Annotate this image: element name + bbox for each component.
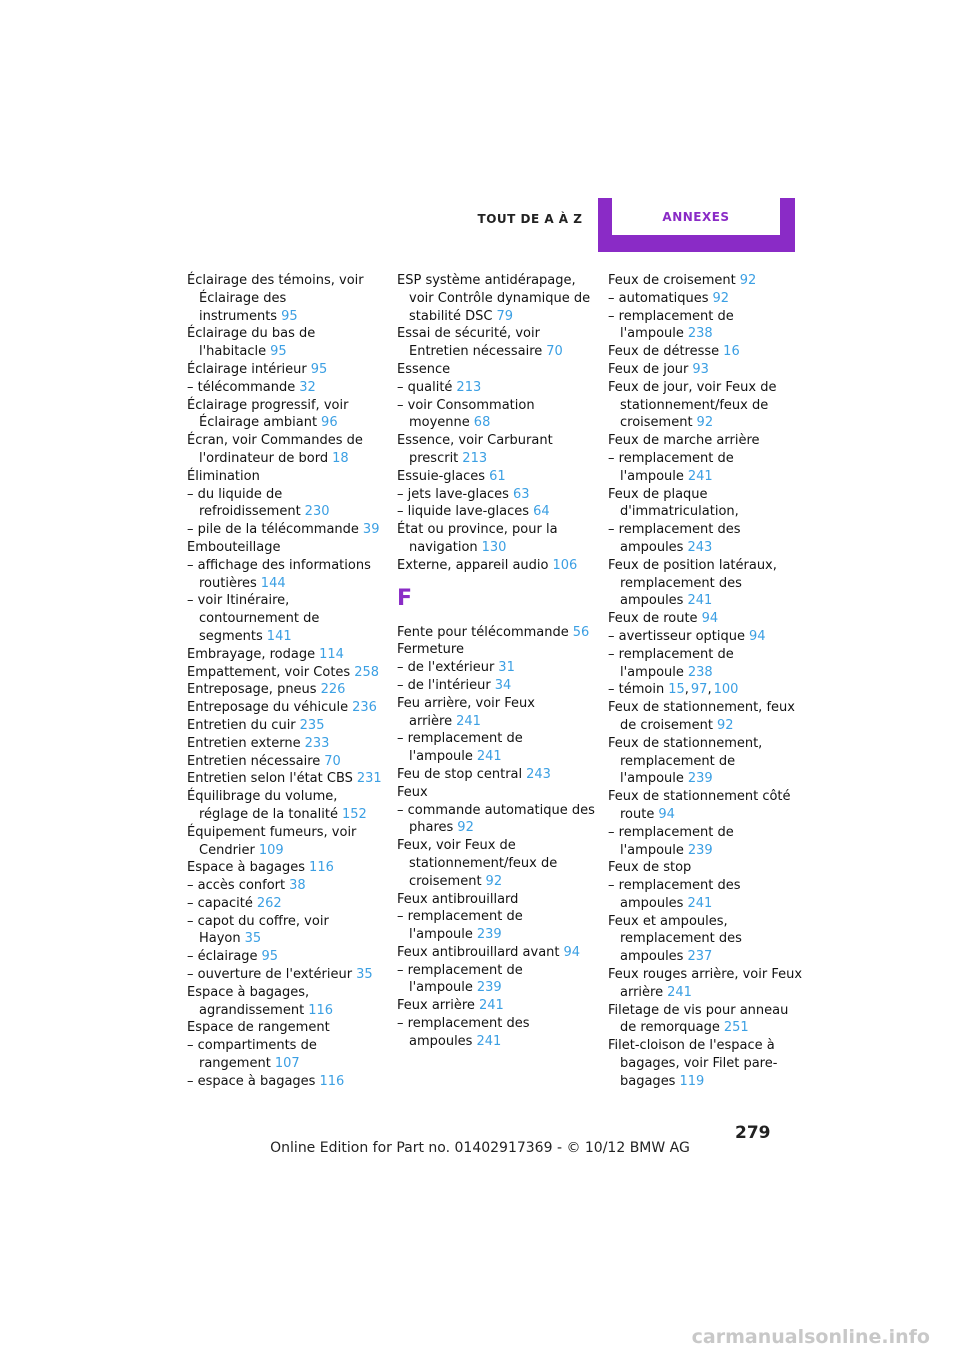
index-entry — [608, 308, 803, 344]
index-entry-text: – remplacement de l'ampoule — [608, 450, 734, 484]
index-entry — [187, 913, 387, 949]
index-entry-text: Entreposage du véhicule — [187, 700, 349, 716]
index-entry-text: Essuie-glaces — [397, 468, 486, 484]
index-entry-text: Éclairage du bas de l'habitacle — [187, 326, 316, 360]
index-entry — [187, 966, 387, 984]
index-entry — [397, 486, 597, 504]
page-link[interactable]: 70 — [546, 344, 563, 360]
index-entry-text: Feux de stop — [608, 860, 692, 876]
page-link[interactable]: 243 — [526, 766, 551, 782]
page-link[interactable]: 241 — [476, 749, 502, 765]
index-entry — [608, 343, 803, 361]
index-entry — [608, 859, 803, 877]
index-entry — [608, 610, 803, 628]
index-entry-text: – capot du coffre, voir Hayon — [187, 913, 329, 947]
page-link[interactable]: 70 — [324, 753, 341, 769]
index-entry-text: Feux — [397, 784, 428, 800]
page-link[interactable]: 114 — [319, 646, 344, 662]
page-link[interactable]: 239 — [476, 980, 502, 996]
page-link[interactable]: 230 — [304, 504, 330, 520]
index-entry-text: Feux de route — [608, 611, 698, 627]
index-entry-text: – de l'extérieur — [397, 660, 495, 676]
index-entry — [187, 788, 387, 824]
page-link[interactable]: 95 — [270, 344, 287, 360]
page-link[interactable]: 35 — [244, 931, 262, 947]
index-entry — [608, 272, 803, 290]
index-entry — [187, 272, 387, 325]
index-entry-text: Feux arrière — [397, 998, 475, 1014]
page-link[interactable]: 241 — [667, 984, 692, 1000]
page-link[interactable]: 61 — [489, 468, 506, 484]
index-entry — [397, 944, 597, 962]
index-entry-text: ESP système antidérapage, voir Contrôle dynamique de stabilité DSC — [397, 273, 591, 324]
index-entry-text: Feux rouges arrière, voir Feux arrière — [608, 967, 803, 1000]
index-entry-text: – éclairage — [187, 949, 258, 965]
page-link[interactable]: 94 — [701, 611, 719, 627]
index-entry — [608, 557, 803, 610]
index-entry — [187, 539, 387, 557]
index-entry — [397, 997, 597, 1015]
page-link[interactable]: 68 — [473, 415, 491, 431]
index-entry — [397, 432, 597, 468]
page-link[interactable]: 231 — [356, 771, 382, 787]
index-entry — [397, 962, 597, 998]
index-entry — [608, 913, 803, 966]
index-entry-text: Feux de stationnement, feux de croisement — [608, 700, 795, 733]
index-entry-text: Entreposage, pneus — [187, 682, 317, 698]
index-entry-text: Élimination — [187, 468, 260, 484]
page-link[interactable]: 95 — [261, 949, 279, 965]
index-entry — [608, 824, 803, 860]
index-entry-text: Entretien selon l'état CBS — [187, 771, 353, 787]
page-link[interactable]: 96 — [321, 415, 338, 431]
page-link[interactable]: 63 — [512, 486, 530, 502]
index-entry-text: – remplacement des ampoules — [397, 1016, 530, 1049]
index-entry — [187, 681, 387, 699]
page-link[interactable]: 16 — [723, 344, 740, 360]
index-entry-text: – accès confort — [187, 878, 286, 894]
page-link[interactable]: 35 — [356, 967, 373, 983]
index-entry — [187, 1037, 387, 1073]
index-entry — [397, 891, 597, 909]
index-entry — [608, 628, 803, 646]
index-entry — [397, 695, 597, 731]
page-link[interactable]: 235 — [299, 717, 325, 733]
index-entry-text: – du liquide de refroidissement — [187, 486, 301, 520]
index-entry-text: Filetage de vis pour anneau de remorquage — [608, 1002, 789, 1036]
index-entry — [397, 272, 597, 325]
page-link[interactable]: 226 — [320, 682, 346, 698]
index-entry-text: Essai de sécurité, voir Entretien nécessaire — [397, 326, 543, 360]
page-link[interactable]: 258 — [354, 664, 380, 680]
page-link[interactable]: 32 — [299, 379, 316, 395]
index-entry — [608, 486, 803, 522]
index-entry-text: Feux de jour — [608, 361, 689, 377]
index-entry-text: – témoin — [608, 682, 665, 698]
index-entry — [187, 468, 387, 486]
page-link[interactable]: 237 — [687, 949, 713, 965]
index-entry — [608, 432, 803, 450]
index-entry-text: – affichage des informations routières — [187, 557, 371, 591]
index-entry-text: – avertisseur optique — [608, 628, 746, 644]
index-entry — [397, 659, 597, 677]
index-entry-text: – remplacement de l'ampoule — [397, 731, 523, 765]
index-entry-text: Éclairage des témoins, voir Éclairage des instruments — [187, 273, 364, 324]
page-link[interactable]: 92 — [457, 820, 474, 836]
page-link[interactable]: 106 — [552, 557, 578, 573]
index-entry — [187, 592, 387, 645]
page-link[interactable]: 241 — [687, 593, 713, 609]
index-entry — [187, 557, 387, 593]
page-link[interactable]: 238 — [687, 664, 713, 680]
index-entry-text: Fermeture — [397, 642, 464, 658]
index-column-2 — [397, 272, 597, 1051]
index-column-1 — [187, 272, 387, 1091]
index-entry — [187, 432, 387, 468]
index-entry — [187, 948, 387, 966]
index-entry-text: Feux antibrouillard — [397, 891, 519, 907]
index-entry-text: – remplacement des ampoules — [608, 522, 741, 555]
index-entry-text: – remplacement de l'ampoule — [608, 824, 734, 858]
index-entry-text: Fente pour télécommande — [397, 624, 569, 640]
index-entry-text: – télécommande — [187, 379, 296, 395]
index-entry — [187, 361, 387, 379]
index-entry — [187, 325, 387, 361]
page-link[interactable]: 241 — [476, 1033, 502, 1049]
footer-edition: Online Edition for Part no. 01402917369 - © 10/12 BMW AG — [270, 1140, 690, 1156]
index-entry — [608, 450, 803, 486]
page-link[interactable]: 15 — [668, 682, 685, 698]
index-entry — [397, 641, 597, 659]
page-link[interactable]: 239 — [476, 927, 502, 943]
index-entry — [608, 379, 803, 432]
index-entry-text: Essence — [397, 361, 451, 377]
index-entry-text: Entretien du cuir — [187, 717, 296, 733]
page-link[interactable]: 94 — [563, 944, 581, 960]
chapter-tab-label: ANNEXES — [612, 198, 780, 235]
index-entry — [187, 1019, 387, 1037]
index-entry-text: État ou province, pour la navigation — [397, 522, 558, 555]
index-entry — [187, 753, 387, 771]
index-entry-text: Feux de marche arrière — [608, 433, 760, 449]
index-entry — [187, 397, 387, 433]
index-entry — [187, 895, 387, 913]
index-entry-text: Espace à bagages, agrandissement — [187, 984, 310, 1018]
chapter-tab — [598, 198, 795, 252]
page-link[interactable]: 213 — [456, 379, 482, 395]
index-entry-text: Feux et ampoules, remplacement des ampoules — [608, 913, 742, 965]
page-link[interactable]: 95 — [281, 308, 298, 324]
page-link[interactable]: 56 — [572, 624, 590, 640]
index-entry — [187, 521, 387, 539]
page-link[interactable]: 95 — [310, 361, 328, 377]
page-link[interactable]: 107 — [274, 1056, 300, 1072]
index-entry-text: – automatiques — [608, 290, 709, 306]
page-link[interactable]: 93 — [692, 361, 709, 377]
page-link[interactable]: 116 — [309, 860, 334, 876]
index-entry — [187, 770, 387, 788]
index-entry — [397, 624, 597, 642]
index-entry-text: Éclairage progressif, voir Éclairage ambiant — [187, 397, 349, 431]
index-entry-text: Embrayage, rodage — [187, 646, 316, 662]
index-entry — [397, 730, 597, 766]
index-entry — [397, 1015, 597, 1051]
index-entry — [187, 699, 387, 717]
index-entry-text: – jets lave-glaces — [397, 486, 509, 502]
index-entry-text: Entretien externe — [187, 735, 301, 751]
index-entry — [187, 379, 387, 397]
index-entry-text: – qualité — [397, 379, 453, 395]
index-entry — [608, 699, 803, 735]
index-entry-text: – ouverture de l'extérieur — [187, 967, 353, 983]
index-entry-text: – espace à bagages — [187, 1073, 316, 1089]
index-entry — [187, 646, 387, 664]
page-link[interactable]: 92 — [712, 290, 730, 306]
page-link[interactable]: 251 — [723, 1020, 749, 1036]
index-entry-text: – remplacement de l'ampoule — [397, 909, 523, 943]
section-title: TOUT DE A À Z — [477, 212, 583, 226]
index-entry-text: – remplacement des ampoules — [608, 878, 741, 911]
page-link[interactable]: 116 — [319, 1073, 345, 1089]
index-entry-text: – liquide lave-glaces — [397, 504, 530, 520]
page-link[interactable]: 152 — [341, 806, 367, 822]
index-column-3 — [608, 272, 803, 1091]
index-entry — [608, 877, 803, 913]
index-entry-text: Écran, voir Commandes de l'ordinateur de bord — [187, 433, 363, 466]
index-entry — [397, 468, 597, 486]
index-entry: – témoin 15, 97, 100 — [608, 682, 739, 698]
index-entry-text: – remplacement de l'ampoule — [608, 308, 734, 342]
page-link[interactable]: 34 — [494, 677, 512, 693]
index-entry-text: Filet-cloison de l'espace à bagages, voir Filet pare-bagages — [608, 1038, 778, 1089]
page-link[interactable]: 141 — [266, 628, 292, 644]
index-entry-text: Feux antibrouillard avant — [397, 944, 560, 960]
watermark: carmanualsonline.info — [691, 1326, 930, 1348]
index-entry-text: Embouteillage — [187, 539, 281, 555]
index-entry-text: – commande automatique des phares — [397, 802, 595, 836]
index-entry-text: Espace à bagages — [187, 860, 306, 876]
index-entry-text: Feu de stop central — [397, 766, 523, 782]
page-link[interactable]: 94 — [749, 628, 766, 644]
page-link[interactable]: 116 — [308, 1002, 334, 1018]
index-entry — [397, 361, 597, 379]
index-entry — [608, 735, 803, 788]
page-link[interactable]: 92 — [696, 415, 714, 431]
page-link[interactable]: 241 — [687, 468, 713, 484]
index-entry — [397, 837, 597, 890]
page-link[interactable]: 233 — [304, 735, 330, 751]
index-entry — [608, 521, 803, 557]
page-link[interactable]: 38 — [289, 878, 306, 894]
index-entry — [608, 966, 803, 1002]
page-link[interactable]: 31 — [498, 660, 515, 676]
index-entry — [397, 503, 597, 521]
page-link[interactable]: 241 — [478, 998, 504, 1014]
page-link[interactable]: 119 — [679, 1073, 705, 1089]
page-link[interactable]: 262 — [256, 895, 282, 911]
index-entry-text: – voir Consommation moyenne — [397, 397, 535, 431]
index-entry — [187, 717, 387, 735]
page-link[interactable]: 97 — [690, 682, 708, 698]
index-entry — [608, 1002, 803, 1038]
index-entry-text: Externe, appareil audio — [397, 557, 549, 573]
page-link[interactable]: 236 — [352, 700, 377, 716]
index-entry — [608, 646, 803, 682]
index-entry-text: Feux de plaque d'immatriculation, — [608, 486, 739, 520]
page-link[interactable]: 64 — [533, 504, 550, 520]
index-letter-heading: F — [397, 585, 413, 611]
page-link[interactable]: 130 — [481, 539, 507, 555]
index-entry — [608, 788, 803, 824]
index-entry — [397, 802, 597, 838]
index-entry-text: Feux de position latéraux, remplacement des ampoules — [608, 557, 777, 609]
index-entry — [187, 824, 387, 860]
index-entry — [397, 521, 597, 557]
index-entry — [187, 984, 387, 1020]
page-link[interactable]: 239 — [687, 842, 713, 858]
page-link[interactable]: 100 — [713, 682, 739, 698]
index-entry-text: Essence, voir Carburant prescrit — [397, 433, 553, 466]
index-entry — [397, 397, 597, 433]
index-entry-text: – capacité — [187, 895, 253, 911]
page-number: 279 — [735, 1123, 771, 1143]
page-link[interactable]: 92 — [716, 717, 734, 733]
index-entry — [187, 877, 387, 895]
index-entry-text: Équilibrage du volume, réglage de la tonalité — [187, 789, 338, 822]
page-link[interactable]: 109 — [258, 842, 284, 858]
page-link[interactable]: 92 — [485, 873, 503, 889]
index-entry-text: Empattement, voir Cotes — [187, 664, 351, 680]
index-entry-text: Feux, voir Feux de stationnement/feux de croisement — [397, 838, 558, 889]
page-link[interactable]: 18 — [332, 450, 349, 466]
index-entry-text: – remplacement de l'ampoule — [397, 962, 523, 996]
index-entry — [187, 486, 387, 522]
index-entry-text: Feux de croisement — [608, 273, 736, 288]
index-entry-text: Équipement fumeurs, voir Cendrier — [187, 824, 357, 858]
index-entry-text: – de l'intérieur — [397, 677, 491, 693]
index-entry — [397, 766, 597, 784]
index-entry-text: – voir Itinéraire, contournement de segments — [187, 593, 320, 644]
page-link[interactable]: 238 — [687, 326, 713, 342]
page-link[interactable]: 213 — [462, 450, 488, 466]
index-entry-text: Entretien nécessaire — [187, 753, 321, 769]
page-link[interactable]: 94 — [658, 806, 675, 822]
index-entry — [397, 379, 597, 397]
index-entry — [187, 859, 387, 877]
page-link[interactable]: 243 — [687, 539, 713, 555]
index-entry-text: Feu arrière, voir Feux arrière — [397, 695, 535, 729]
index-entry — [397, 677, 597, 695]
page-link[interactable]: 79 — [496, 308, 514, 324]
index-entry — [397, 784, 597, 802]
page-link[interactable]: 241 — [687, 895, 713, 911]
index-entry — [397, 557, 597, 575]
index-entry-text: Éclairage intérieur — [187, 361, 307, 377]
index-entry-text: Feux de stationnement, remplacement de l'ampoule — [608, 735, 763, 787]
page-link[interactable]: 39 — [362, 522, 380, 538]
index-entry — [608, 361, 803, 379]
index-entry-text: Espace de rangement — [187, 1020, 330, 1036]
index-entry-text: Feux de jour, voir Feux de stationnement/feux de croisement — [608, 379, 777, 431]
index-entry-text: – compartiments de rangement — [187, 1038, 317, 1072]
page-link[interactable]: 239 — [687, 771, 713, 787]
page-link[interactable]: 241 — [456, 713, 481, 729]
index-entry — [187, 735, 387, 753]
index-entry-text: – remplacement de l'ampoule — [608, 646, 734, 680]
page-link[interactable]: 92 — [739, 273, 757, 288]
index-entry — [397, 908, 597, 944]
index-entry — [187, 1073, 387, 1091]
index-entry — [187, 664, 387, 682]
index-entry — [608, 290, 803, 308]
index-entry-text: – pile de la télécommande — [187, 522, 359, 538]
index-entry-text: Feux de détresse — [608, 344, 720, 360]
index-entry — [608, 1037, 803, 1090]
page-link[interactable]: 144 — [260, 575, 286, 591]
index-entry — [397, 325, 597, 361]
index-entry-text: Feux de stationnement côté route — [608, 789, 791, 822]
